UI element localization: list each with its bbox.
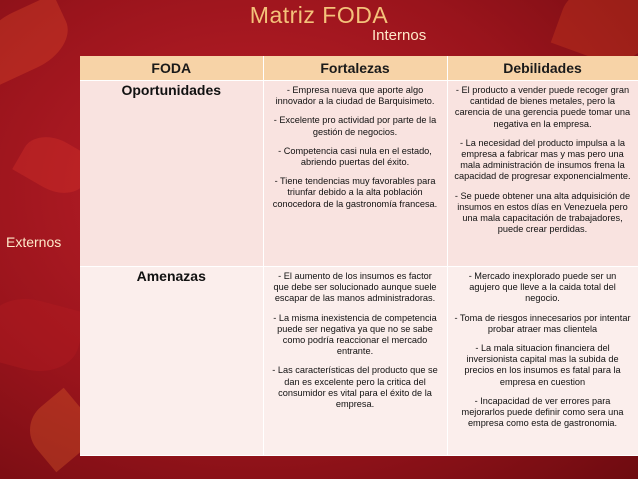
list-item: - Mercado inexplorado puede ser un agujero que lleve a la caida total del negocio. xyxy=(468,271,617,304)
list-item: - Excelente pro actividad por parte de la gestión de negocios. xyxy=(273,115,437,137)
foda-table xyxy=(80,56,638,456)
list-item: - El aumento de los insumos es factor que debe ser solucionado aunque suele escapar de las manos administradoras. xyxy=(273,271,437,304)
table-row-oportunidades xyxy=(80,81,638,267)
cell-oportunidades-fortalezas xyxy=(263,81,447,267)
list-item: - Tiene tendencias muy favorables para triunfar debido a la alta población conocedora de la gastronomía francesa. xyxy=(272,176,438,209)
table-header-row xyxy=(80,56,638,81)
header-debilidades: Debilidades xyxy=(447,56,638,81)
list-item: - La necesidad del producto impulsa a la empresa a fabricar mas y mas pero una mala administración de insumos frena la capacidad de progresar exponencialmente. xyxy=(454,137,631,182)
list-item: - La mala situacion financiera del inversionista capital mas la subida de precios en los insumos es fatal para la empresa en cuestion xyxy=(464,343,621,387)
decorative-leaf xyxy=(0,289,87,381)
list-item: - Las características del producto que se dan es excelente pero la critica del consumidor es vital para el éxito de la empresa. xyxy=(272,365,438,410)
table-row-amenazas xyxy=(80,267,638,456)
label-internos: Internos xyxy=(372,27,427,44)
row-label-amenazas: Amenazas xyxy=(80,267,263,456)
list-item: - Toma de riesgos innecesarios por intentar probar atraer mas clientela xyxy=(454,312,631,334)
cell-oportunidades-debilidades xyxy=(447,81,638,267)
label-externos: Externos xyxy=(6,234,62,250)
header-fortalezas: Fortalezas xyxy=(263,56,447,81)
list-item: - Se puede obtener una alta adquisición de insumos en estos días en Venezuela pero una mala capacitación de trabajadores, puede crear perdidas. xyxy=(454,190,631,235)
list-item: - El producto a vender puede recoger gran cantidad de bienes metales, pero la carencia de una gerencia puede tomar una negativa en la empresa. xyxy=(454,85,631,129)
list-item: - La misma inexistencia de competencia puede ser negativa ya que no se sabe como podría reaccionar el mercado entrante. xyxy=(273,312,437,357)
list-item: - Competencia casi nula en el estado, abriendo puertas del éxito. xyxy=(278,145,432,168)
cell-amenazas-fortalezas xyxy=(263,267,447,456)
row-label-oportunidades: Oportunidades xyxy=(80,81,263,267)
header-foda: FODA xyxy=(80,56,263,81)
cell-amenazas-debilidades xyxy=(447,267,638,456)
list-item: - Incapacidad de ver errores para mejorarlos puede definir como sera una empresa como esta de gastronomia. xyxy=(461,395,624,429)
slide-title: Matriz FODA xyxy=(249,2,389,28)
list-item: - Empresa nueva que aporte algo innovador a la ciudad de Barquisimeto. xyxy=(275,85,435,107)
